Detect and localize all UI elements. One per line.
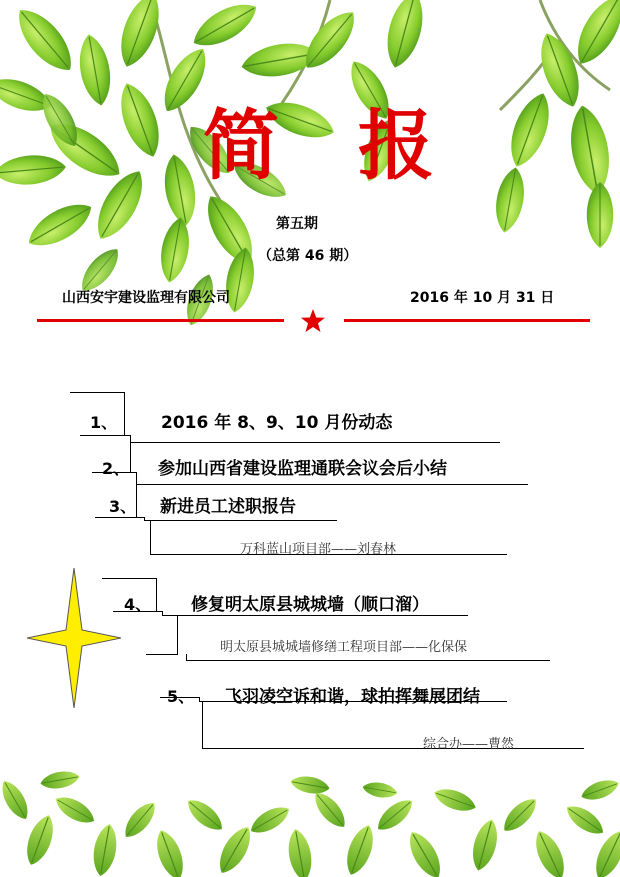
- item-5-title: 飞羽凌空诉和谐，球拍挥舞展团结: [225, 687, 480, 707]
- item-2-number: 2、: [102, 459, 130, 478]
- item-4-title: 修复明太原县城城墙（顺口溜）: [191, 595, 429, 615]
- item-2-title: 参加山西省建设监理通联会议会后小结: [158, 459, 447, 479]
- title-char-bao: 报: [358, 101, 434, 190]
- red-star-icon: [300, 308, 326, 334]
- item-3-title: 新进员工述职报告: [160, 497, 296, 517]
- total-issue-number: （总第 46 期）: [258, 248, 358, 264]
- item-5-author: 综合办——曹然: [423, 737, 515, 752]
- issue-date: 2016 年 10 月 31 日: [410, 290, 555, 306]
- item-4-number: 4、: [124, 595, 152, 614]
- item-5-number: 5、: [167, 687, 195, 706]
- header-rule-left: [37, 319, 284, 322]
- item-4-author: 明太原县城城墙修缮工程项目部——化保保: [220, 640, 468, 655]
- yellow-star-icon: [27, 568, 121, 708]
- item-3-number: 3、: [109, 497, 137, 516]
- company-name: 山西安宇建设监理有限公司: [62, 290, 230, 306]
- title-char-jian: 简: [203, 101, 279, 190]
- item-3-author: 万科蓝山项目部——刘春林: [240, 542, 397, 557]
- header-rule-right: [344, 319, 590, 322]
- issue-number: 第五期: [276, 216, 318, 232]
- item-1-number: 1、: [90, 413, 118, 432]
- item-1-title: 2016 年 8、9、10 月份动态: [161, 413, 393, 433]
